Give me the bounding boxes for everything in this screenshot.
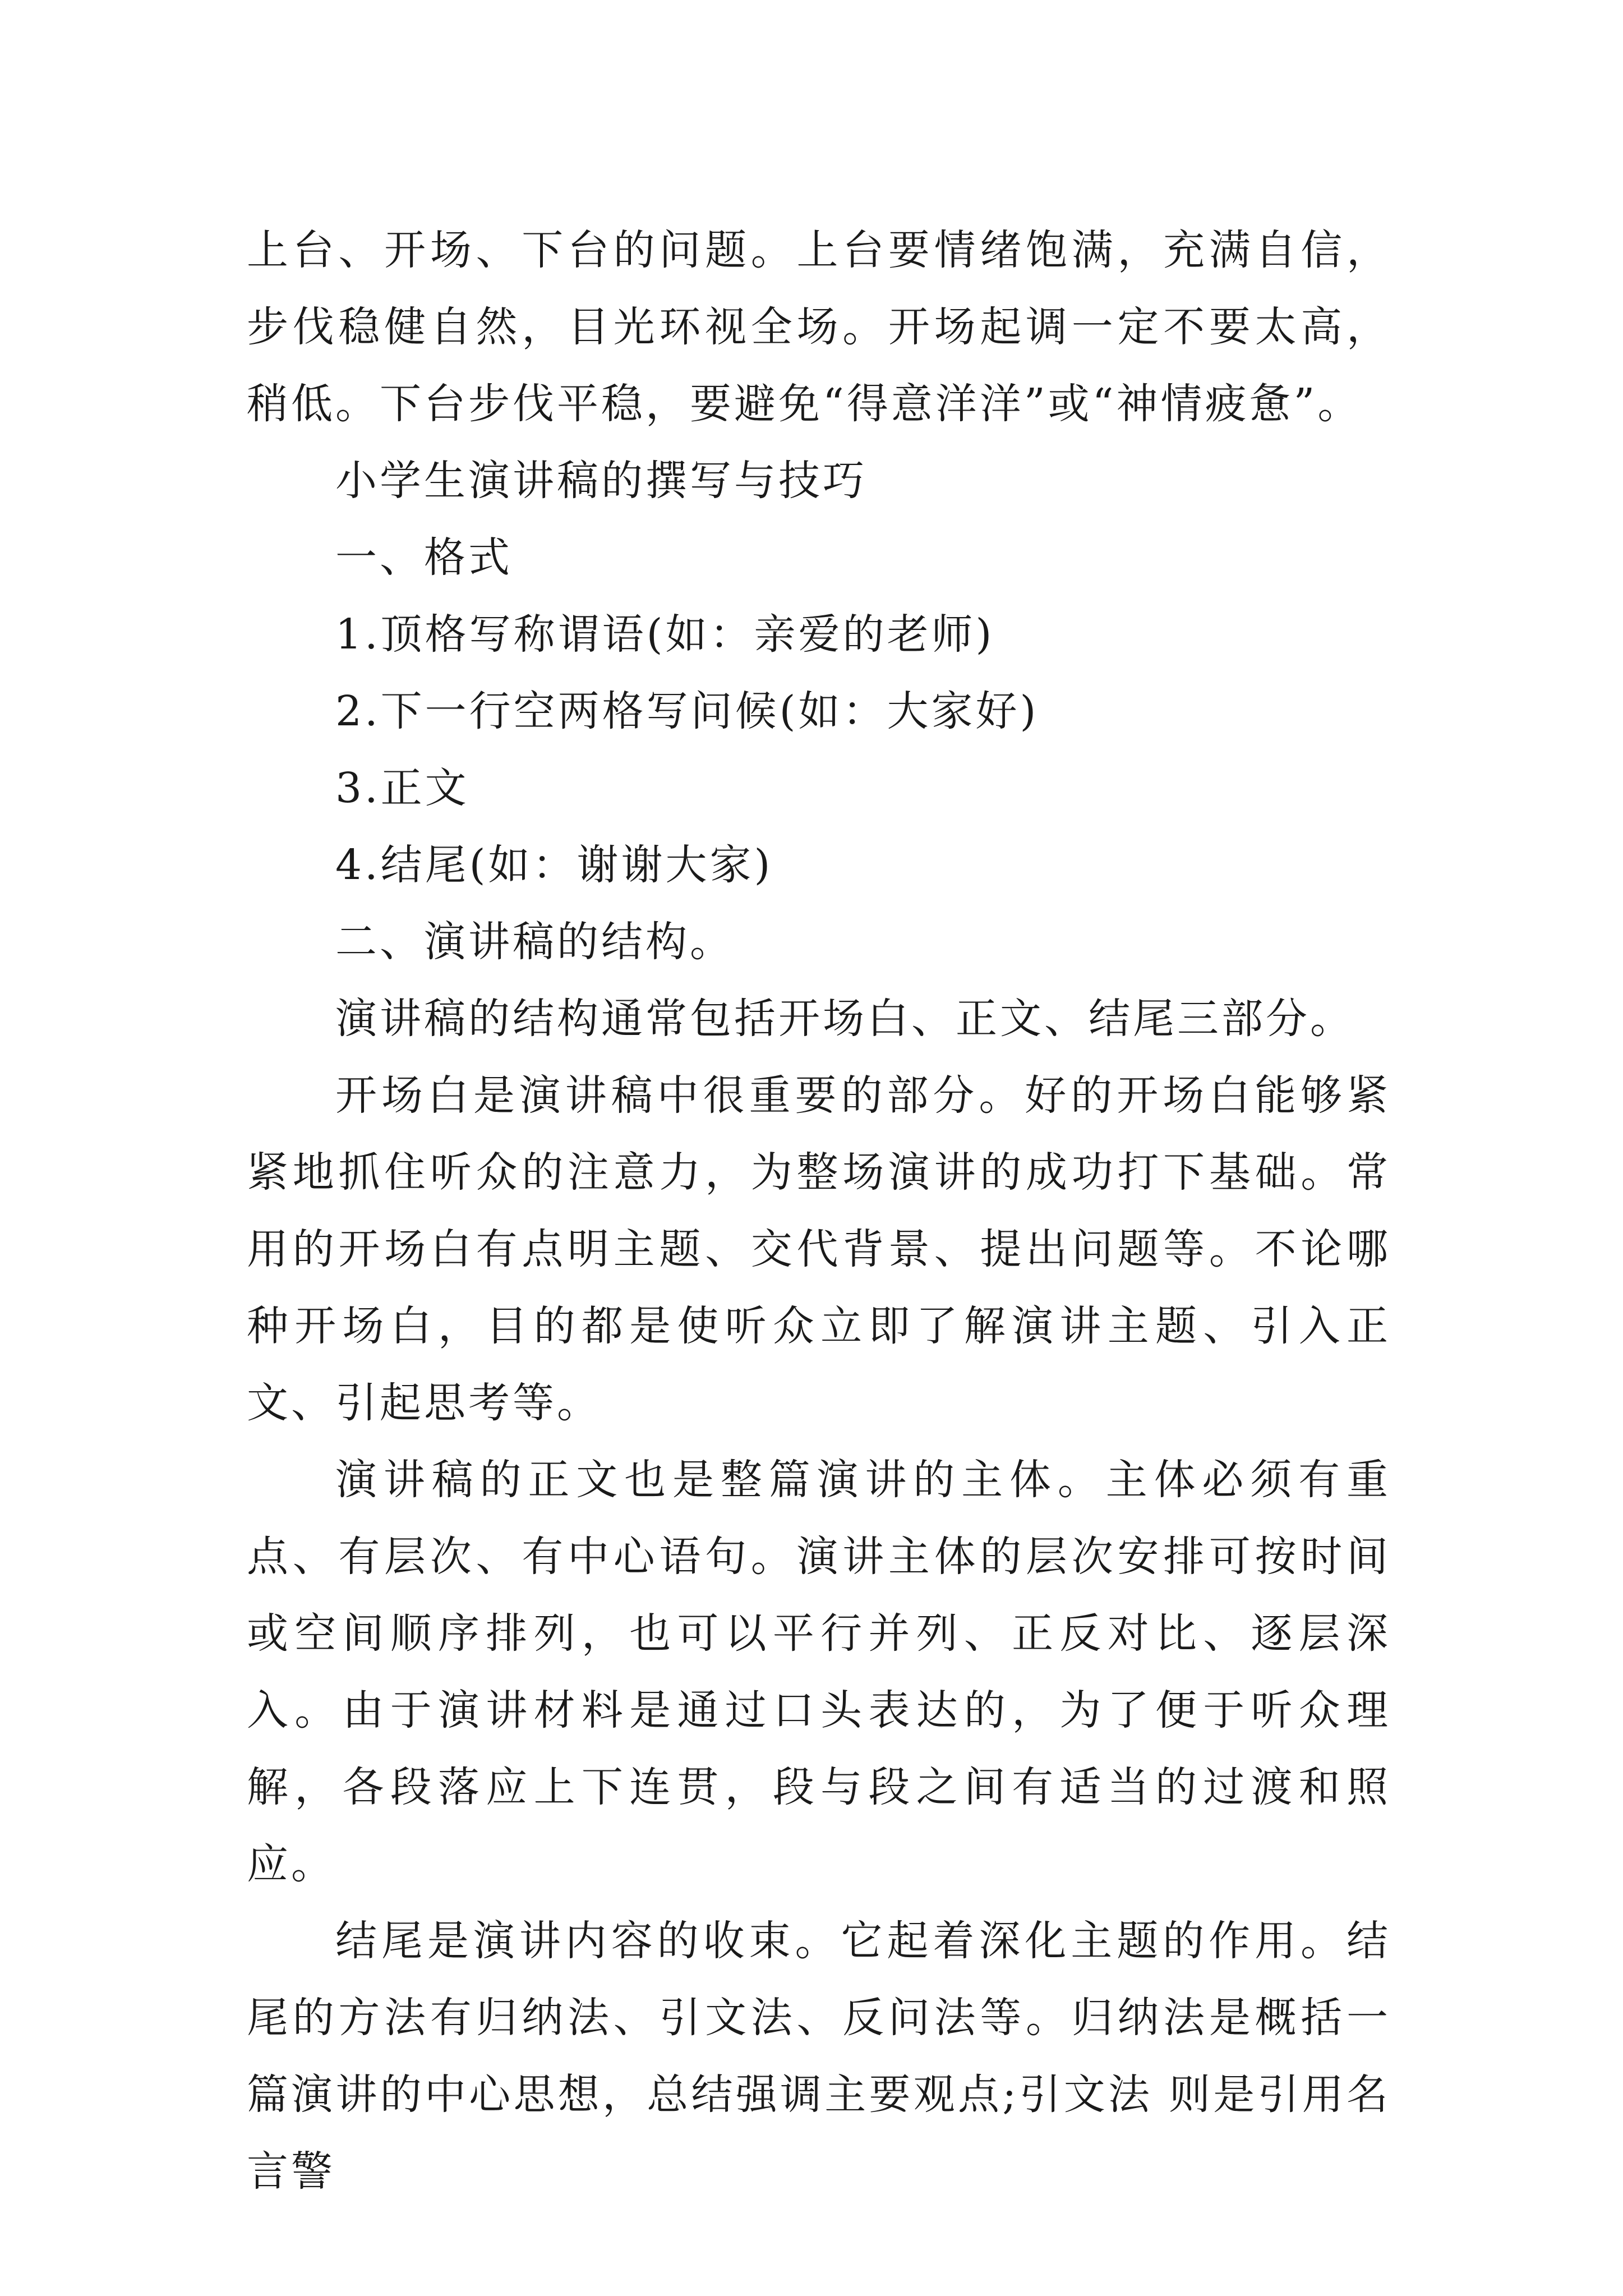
list-item: 2.下一行空两格写问候(如：大家好) (335, 687, 1039, 735)
paragraph: 上台、开场、下台的问题。上台要情绪饱满，充满自信，步伐稳健自然，目光环视全场。开场起调一定不要太高，稍低。下台步伐平稳，要避免“得意洋洋”或“神情疲惫”。 (247, 226, 1391, 428)
heading-format: 一、格式 (335, 533, 513, 582)
list-item: 1.顶格写称谓语(如：亲爱的老师) (335, 610, 995, 659)
paragraph: 演讲稿的正文也是整篇演讲的主体。主体必须有重点、有层次、有中心语句。演讲主体的层次安排可按时间或空间顺序排列，也可以平行并列、正反对比、逐层深入。由于演讲材料是通过口头表达的，为了便于听众理解，各段落应上下连贯，段与段之间有适当的过渡和照应。 (247, 1456, 1391, 1888)
paragraph: 结尾是演讲内容的收束。它起着深化主题的作用。结尾的方法有归纳法、引文法、反问法等。归纳法是概括一篇演讲的中心思想，总结强调主要观点;引文法 则是引用名言警 (247, 1917, 1391, 2196)
heading-structure: 二、演讲稿的结构。 (335, 918, 734, 966)
paragraph: 演讲稿的结构通常包括开场白、正文、结尾三部分。 (335, 995, 1354, 1043)
list-item: 3.正文 (335, 764, 469, 812)
list-item: 4.结尾(如：谢谢大家) (335, 841, 773, 889)
paragraph: 开场白是演讲稿中很重要的部分。好的开场白能够紧紧地抓住听众的注意力，为整场演讲的成功打下基础。常用的开场白有点明主题、交代背景、提出问题等。不论哪种开场白，目的都是使听众立即了解演讲主题、引入正文、引起思考等。 (247, 1071, 1391, 1427)
section-title: 小学生演讲稿的撰写与技巧 (335, 457, 867, 505)
document-body (247, 212, 1391, 2210)
